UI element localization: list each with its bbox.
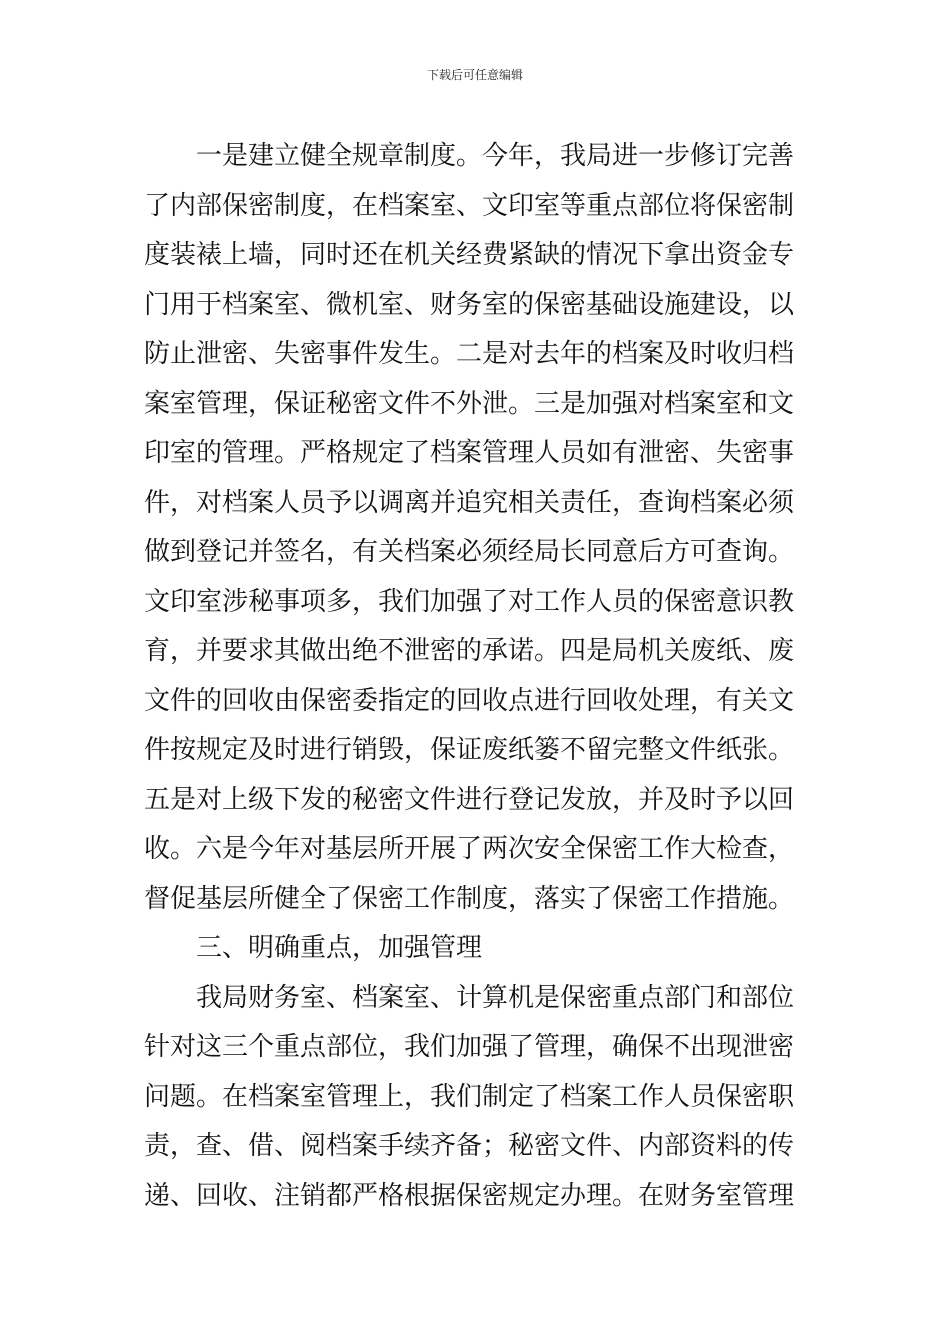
text-line: 文印室涉秘事项多，我们加强了对工作人员的保密意识教 xyxy=(144,586,795,617)
text-line: 我局财务室、档案室、计算机是保密重点部门和部位 xyxy=(196,982,795,1013)
paragraph xyxy=(144,132,814,924)
text-line: 做到登记并签名，有关档案必须经局长同意后方可查询。 xyxy=(144,537,795,567)
text-line: 递、回收、注销都严格根据保密规定办理。在财务室管理 xyxy=(144,1180,795,1211)
text-line: 件，对档案人员予以调离并追究相关责任，查询档案必须 xyxy=(144,487,795,518)
text-line: 针对这三个重点部位，我们加强了管理，确保不出现泄密 xyxy=(144,1032,795,1062)
text-line: 育，并要求其做出绝不泄密的承诺。四是局机关废纸、废 xyxy=(144,636,795,666)
text-line: 问题。在档案室管理上，我们制定了档案工作人员保密职 xyxy=(144,1081,795,1112)
text-line: 印室的管理。严格规定了档案管理人员如有泄密、失密事 xyxy=(144,438,795,468)
text-line: 五是对上级下发的秘密文件进行登记发放，并及时予以回 xyxy=(144,784,795,815)
text-line: 门用于档案室、微机室、财务室的保密基础设施建设，以 xyxy=(144,289,795,320)
text-line: 防止泄密、失密事件发生。二是对去年的档案及时收归档 xyxy=(144,339,795,369)
text-line: 三、明确重点，加强管理 xyxy=(196,933,483,963)
text-line: 一是建立健全规章制度。今年，我局进一步修订完善 xyxy=(196,141,795,171)
text-line: 度装裱上墙，同时还在机关经费紧缺的情况下拿出资金专 xyxy=(144,240,795,270)
text-line: 了内部保密制度，在档案室、文印室等重点部位将保密制 xyxy=(144,190,795,221)
paragraph xyxy=(144,974,814,1222)
paragraph xyxy=(144,924,814,974)
page-header: 下载后可任意编辑 xyxy=(426,68,523,82)
text-line: 督促基层所健全了保密工作制度，落实了保密工作措施。 xyxy=(144,883,795,914)
text-line: 收。六是今年对基层所开展了两次安全保密工作大检查， xyxy=(144,834,795,864)
text-line: 责，查、借、阅档案手续齐备；秘密文件、内部资料的传 xyxy=(144,1131,795,1161)
text-line: 文件的回收由保密委指定的回收点进行回收处理，有关文 xyxy=(144,685,795,716)
text-line: 件按规定及时进行销毁，保证废纸篓不留完整文件纸张。 xyxy=(144,735,795,765)
document-body xyxy=(144,132,814,1221)
text-line: 案室管理，保证秘密文件不外泄。三是加强对档案室和文 xyxy=(144,388,795,419)
